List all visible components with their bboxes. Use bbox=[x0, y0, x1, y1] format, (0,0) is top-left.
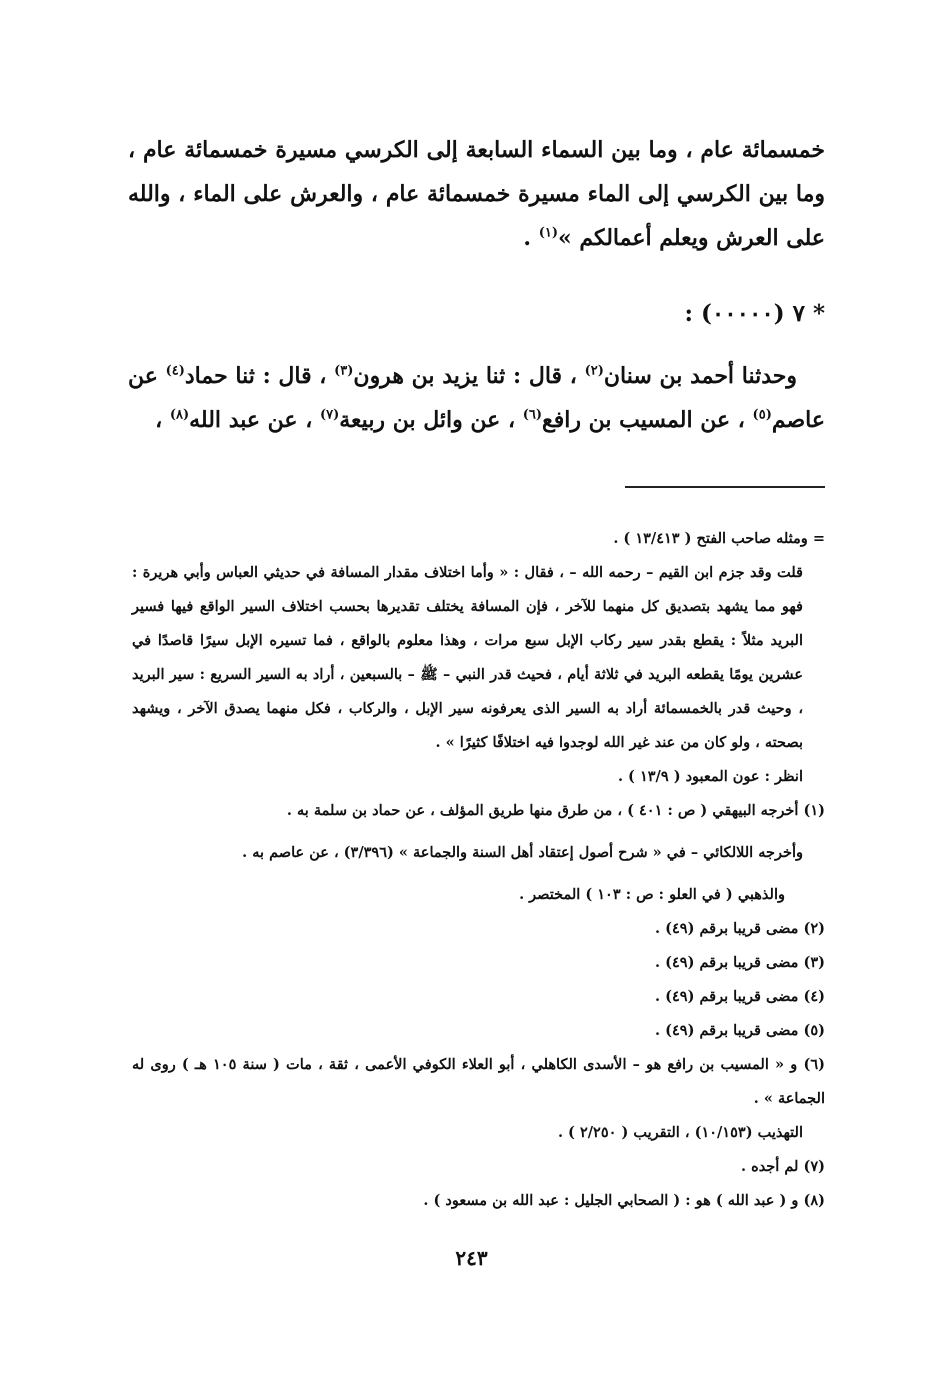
footnote-line: قلت وقد جزم ابن القيم – رحمه الله – ، فقال : « وأما اختلاف مقدار المسافة في حديثي العباس وأبي هريرة : فهو مما يشهد بتصديق كل منهما للآخر ، فإن المسافة يختلف تقديرها بحسب اختلاف السير الواقع فيها فسير البريد مثلاً : يقطع بقدر سير ركاب الإبل سبع مرات ، وهذا معلوم بالواقع ، فما تسيره الإبل سيرًا قاصدًا في عشرين يومًا يقطعه البريد في ثلاثة أيام ، فحيث قدر النبي – ﷺ – بالسبعين ، أراد به السير السريع : سير البريد ، وحيث قدر بالخمسمائة أراد به السير الذى يعرفونه سير الإبل ، والركاب ، فكل منهما يصدق الآخر ، ويشهد بصحته ، ولو كان من عند غير الله لوجدوا فيه اختلافًا كثيرًا » . bbox=[132, 564, 803, 751]
footnote-line: (٨) و ( عبد الله ) هو : ( الصحابي الجليل : عبد الله بن مسعود ) . bbox=[423, 1192, 825, 1209]
footnote-line: وأخرجه اللالكائي – في « شرح أصول إعتقاد أهل السنة والجماعة » (٣/٣٩٦) ، عن عاصم به . bbox=[242, 844, 803, 861]
footnote-ref: (٦) bbox=[522, 407, 543, 423]
main-text-second bbox=[128, 354, 825, 442]
footnote-divider bbox=[625, 486, 825, 488]
footnote-line: والذهبي ( في العلو : ص : ١٠٣ ) المختصر . bbox=[519, 886, 785, 903]
page-number: ٢٤٣ bbox=[455, 1246, 488, 1270]
footnote-ref: (١) bbox=[538, 225, 558, 241]
footnote-line: = ومثله صاحب الفتح ( ١٣/٤١٣ ) . bbox=[613, 530, 825, 547]
paragraph-2-segment: عن عاصم bbox=[128, 363, 825, 433]
footnote-line: (٣) مضى قريبا برقم (٤٩) . bbox=[655, 954, 825, 971]
paragraph-2-segment: ، عن وائل بن ربيعة bbox=[339, 407, 523, 433]
paragraph-2 bbox=[128, 354, 825, 442]
footnote-ref: (٣) bbox=[334, 363, 354, 379]
footnote-line: (٢) مضى قريبا برقم (٤٩) . bbox=[655, 920, 825, 937]
footnote-ref: (٨) bbox=[169, 407, 190, 423]
paragraph-2-segment: ، قال : ثنا حماد bbox=[184, 363, 335, 389]
paragraph-2-segment: ، bbox=[155, 407, 170, 433]
footnote-line: (٧) لم أجده . bbox=[741, 1158, 825, 1175]
footnote-line: انظر : عون المعبود ( ١٣/٩ ) . bbox=[617, 768, 803, 785]
paragraph-1 bbox=[128, 128, 825, 260]
main-text-top bbox=[128, 128, 825, 260]
footnote-line: التهذيب (١٠/١٥٣) ، التقريب ( ٢/٢٥٠ ) . bbox=[557, 1124, 803, 1141]
paragraph-1-end: . bbox=[523, 225, 539, 251]
footnote-ref: (٢) bbox=[584, 363, 604, 379]
footnote-ref: (٥) bbox=[752, 407, 772, 423]
footnotes-section bbox=[132, 522, 825, 1218]
paragraph-2-segment: وحدثنا أحمد بن سنان bbox=[603, 363, 797, 389]
footnote-line: (٤) مضى قريبا برقم (٤٩) . bbox=[655, 988, 825, 1005]
footnote-ref: (٧) bbox=[319, 407, 340, 423]
footnote-ref: (٤) bbox=[165, 363, 185, 379]
footnote-line: (١) أخرجه البيهقي ( ص : ٤٠١ ) ، من طرق منها طريق المؤلف ، عن حماد بن سلمة به . bbox=[286, 802, 825, 819]
paragraph-2-segment: ، قال : ثنا يزيد بن هرون bbox=[353, 363, 585, 389]
footnote-line: (٦) و « المسيب بن رافع هو – الأسدى الكاهلي ، أبو العلاء الكوفي الأعمى ، ثقة ، مات ( سنة ١٠٥ هـ ) روى له الجماعة » . bbox=[132, 1056, 825, 1107]
paragraph-2-segment: ، عن المسيب بن رافع bbox=[542, 407, 753, 433]
paragraph-2-segment: ، عن عبد الله bbox=[189, 407, 320, 433]
hadith-heading: * ٧ (٠٠٠٠٠) : bbox=[684, 300, 825, 327]
footnote-line: (٥) مضى قريبا برقم (٤٩) . bbox=[655, 1022, 825, 1039]
paragraph-1-text: خمسمائة عام ، وما بين السماء السابعة إلى الكرسي مسيرة خمسمائة عام ، وما بين الكرسي إلى الماء مسيرة خمسمائة عام ، والعرش على الماء ، والله على العرش ويعلم أعمالكم » bbox=[128, 137, 825, 251]
